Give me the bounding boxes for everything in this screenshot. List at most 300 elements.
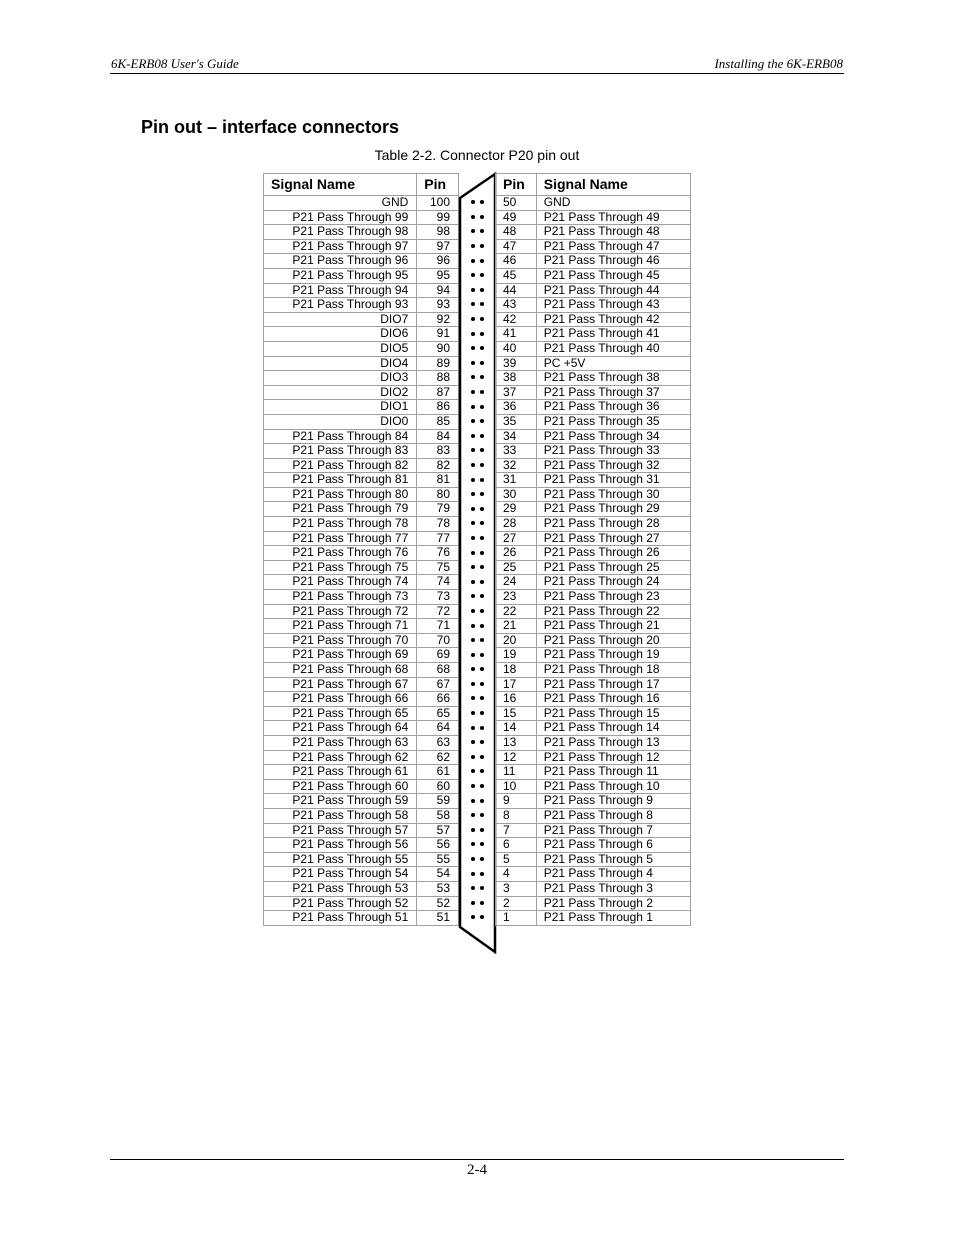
table-row bbox=[496, 590, 691, 605]
pin-dot bbox=[471, 901, 475, 905]
signal-name-cell: P21 Pass Through 68 bbox=[264, 663, 417, 678]
signal-name-cell: P21 Pass Through 14 bbox=[536, 721, 690, 736]
table-row bbox=[496, 823, 691, 838]
table-row bbox=[496, 867, 691, 882]
pin-dot bbox=[480, 346, 484, 350]
pin-dot bbox=[471, 682, 475, 686]
pin-number-cell: 24 bbox=[496, 575, 537, 590]
pin-number-cell: 89 bbox=[417, 356, 459, 371]
pin-dot bbox=[471, 346, 475, 350]
table-row bbox=[264, 706, 459, 721]
pin-number-cell: 11 bbox=[496, 765, 537, 780]
table-row bbox=[264, 341, 459, 356]
table-row bbox=[264, 648, 459, 663]
table-row bbox=[496, 604, 691, 619]
pin-dot-pair bbox=[459, 414, 495, 429]
pin-dot bbox=[480, 769, 484, 773]
pin-dot bbox=[480, 886, 484, 890]
table-row bbox=[496, 560, 691, 575]
signal-name-cell: P21 Pass Through 66 bbox=[264, 692, 417, 707]
signal-name-cell: P21 Pass Through 81 bbox=[264, 473, 417, 488]
table-row bbox=[264, 677, 459, 692]
pin-dot bbox=[471, 842, 475, 846]
table-row bbox=[264, 385, 459, 400]
table-row bbox=[264, 911, 459, 926]
table-row bbox=[264, 838, 459, 853]
pin-dot bbox=[480, 536, 484, 540]
pin-number-cell: 73 bbox=[417, 590, 459, 605]
pin-dot bbox=[471, 332, 475, 336]
pin-number-cell: 40 bbox=[496, 341, 537, 356]
signal-name-cell: P21 Pass Through 22 bbox=[536, 604, 690, 619]
pin-dot bbox=[480, 624, 484, 628]
pin-number-cell: 29 bbox=[496, 502, 537, 517]
pin-dot bbox=[471, 244, 475, 248]
pin-number-cell: 56 bbox=[417, 838, 459, 853]
pin-dot bbox=[471, 507, 475, 511]
pin-number-cell: 71 bbox=[417, 619, 459, 634]
pin-number-cell: 84 bbox=[417, 429, 459, 444]
pin-dot bbox=[480, 813, 484, 817]
signal-name-cell: P21 Pass Through 58 bbox=[264, 808, 417, 823]
pin-dot-pair bbox=[459, 253, 495, 268]
pin-dot-pair bbox=[459, 429, 495, 444]
pin-dot bbox=[471, 609, 475, 613]
signal-name-cell: P21 Pass Through 99 bbox=[264, 210, 417, 225]
table-row bbox=[264, 196, 459, 211]
pin-dot-pair bbox=[459, 589, 495, 604]
signal-name-cell: P21 Pass Through 42 bbox=[536, 312, 690, 327]
running-header-title: 6K-ERB08 User's Guide bbox=[111, 56, 239, 71]
signal-name-cell: P21 Pass Through 11 bbox=[536, 765, 690, 780]
column-header-signal-name: Signal Name bbox=[536, 174, 690, 196]
pin-number-cell: 55 bbox=[417, 852, 459, 867]
signal-name-cell: P21 Pass Through 98 bbox=[264, 225, 417, 240]
table-row bbox=[264, 867, 459, 882]
pin-dot bbox=[480, 200, 484, 204]
table-row bbox=[264, 327, 459, 342]
pin-dot bbox=[471, 653, 475, 657]
table-row bbox=[264, 312, 459, 327]
pin-number-cell: 33 bbox=[496, 444, 537, 459]
pin-dot bbox=[471, 886, 475, 890]
pin-dot-pair bbox=[459, 662, 495, 677]
pin-dot-pair bbox=[459, 501, 495, 516]
pin-dot bbox=[480, 259, 484, 263]
pin-dot bbox=[471, 565, 475, 569]
pin-dot bbox=[480, 375, 484, 379]
pin-number-cell: 48 bbox=[496, 225, 537, 240]
pin-dot-pair bbox=[459, 341, 495, 356]
pin-dot-pair bbox=[459, 896, 495, 911]
pin-dot bbox=[480, 594, 484, 598]
pin-number-cell: 98 bbox=[417, 225, 459, 240]
pin-number-cell: 7 bbox=[496, 823, 537, 838]
right-table-header-row bbox=[496, 174, 691, 196]
pin-number-cell: 53 bbox=[417, 881, 459, 896]
pin-number-cell: 12 bbox=[496, 750, 537, 765]
signal-name-cell: P21 Pass Through 64 bbox=[264, 721, 417, 736]
table-row bbox=[264, 604, 459, 619]
table-row bbox=[264, 735, 459, 750]
signal-name-cell: P21 Pass Through 25 bbox=[536, 560, 690, 575]
signal-name-cell: P21 Pass Through 4 bbox=[536, 867, 690, 882]
table-row bbox=[264, 444, 459, 459]
table-row bbox=[264, 808, 459, 823]
pin-number-cell: 21 bbox=[496, 619, 537, 634]
pin-dot-pair bbox=[459, 268, 495, 283]
table-row bbox=[264, 225, 459, 240]
signal-name-cell: P21 Pass Through 16 bbox=[536, 692, 690, 707]
pin-dot bbox=[471, 667, 475, 671]
pin-number-cell: 35 bbox=[496, 414, 537, 429]
pin-dot bbox=[480, 901, 484, 905]
pin-number-cell: 45 bbox=[496, 268, 537, 283]
pin-dot bbox=[471, 302, 475, 306]
pin-number-cell: 96 bbox=[417, 254, 459, 269]
signal-name-cell: P21 Pass Through 93 bbox=[264, 298, 417, 313]
pin-number-cell: 14 bbox=[496, 721, 537, 736]
signal-name-cell: P21 Pass Through 19 bbox=[536, 648, 690, 663]
pin-number-cell: 88 bbox=[417, 371, 459, 386]
table-row bbox=[264, 692, 459, 707]
signal-name-cell: P21 Pass Through 29 bbox=[536, 502, 690, 517]
table-row bbox=[496, 896, 691, 911]
table-row bbox=[264, 371, 459, 386]
pin-dot-pair bbox=[459, 750, 495, 765]
pin-dot bbox=[471, 536, 475, 540]
table-row bbox=[496, 794, 691, 809]
table-row bbox=[496, 779, 691, 794]
pin-dot bbox=[480, 244, 484, 248]
left-pin-table bbox=[263, 173, 459, 926]
signal-name-cell: P21 Pass Through 72 bbox=[264, 604, 417, 619]
signal-name-cell: P21 Pass Through 2 bbox=[536, 896, 690, 911]
signal-name-cell: P21 Pass Through 54 bbox=[264, 867, 417, 882]
pin-number-cell: 78 bbox=[417, 517, 459, 532]
pin-number-cell: 44 bbox=[496, 283, 537, 298]
signal-name-cell: P21 Pass Through 18 bbox=[536, 663, 690, 678]
table-row bbox=[496, 239, 691, 254]
pin-dot-pair bbox=[459, 881, 495, 896]
pin-number-cell: 47 bbox=[496, 239, 537, 254]
pin-number-cell: 58 bbox=[417, 808, 459, 823]
pin-dot bbox=[471, 740, 475, 744]
pin-dot bbox=[471, 375, 475, 379]
table-row bbox=[496, 663, 691, 678]
signal-name-cell: P21 Pass Through 77 bbox=[264, 531, 417, 546]
pin-number-cell: 32 bbox=[496, 458, 537, 473]
pin-number-cell: 28 bbox=[496, 517, 537, 532]
pin-number-cell: 31 bbox=[496, 473, 537, 488]
pin-dot bbox=[480, 521, 484, 525]
pin-number-cell: 36 bbox=[496, 400, 537, 415]
table-row bbox=[496, 633, 691, 648]
pin-dot bbox=[480, 448, 484, 452]
pin-dot bbox=[471, 726, 475, 730]
pin-dot-pair bbox=[459, 837, 495, 852]
pin-number-cell: 61 bbox=[417, 765, 459, 780]
table-row bbox=[264, 779, 459, 794]
signal-name-cell: P21 Pass Through 21 bbox=[536, 619, 690, 634]
pin-number-cell: 37 bbox=[496, 385, 537, 400]
pin-dot bbox=[471, 215, 475, 219]
pin-dot-pair bbox=[459, 720, 495, 735]
pin-dot-pair bbox=[459, 210, 495, 225]
pin-number-cell: 97 bbox=[417, 239, 459, 254]
pin-dot bbox=[480, 215, 484, 219]
pin-dot bbox=[471, 813, 475, 817]
pin-dot-pair bbox=[459, 574, 495, 589]
signal-name-cell: P21 Pass Through 13 bbox=[536, 735, 690, 750]
pin-number-cell: 99 bbox=[417, 210, 459, 225]
pin-number-cell: 38 bbox=[496, 371, 537, 386]
pin-dot-pair bbox=[459, 852, 495, 867]
pin-dot bbox=[471, 419, 475, 423]
pin-dot bbox=[471, 755, 475, 759]
table-row bbox=[496, 298, 691, 313]
table-row bbox=[496, 356, 691, 371]
pin-number-cell: 50 bbox=[496, 196, 537, 211]
pin-dot-pair bbox=[459, 297, 495, 312]
pin-dot bbox=[480, 609, 484, 613]
signal-name-cell: P21 Pass Through 43 bbox=[536, 298, 690, 313]
table-row bbox=[264, 210, 459, 225]
pin-dot bbox=[471, 405, 475, 409]
table-row bbox=[264, 721, 459, 736]
table-row bbox=[264, 823, 459, 838]
pin-number-cell: 41 bbox=[496, 327, 537, 342]
table-row bbox=[496, 210, 691, 225]
pin-number-cell: 100 bbox=[417, 196, 459, 211]
table-row bbox=[264, 531, 459, 546]
header-rule bbox=[110, 73, 844, 74]
pin-number-cell: 54 bbox=[417, 867, 459, 882]
signal-name-cell: DIO7 bbox=[264, 312, 417, 327]
pin-number-cell: 75 bbox=[417, 560, 459, 575]
column-header-pin: Pin bbox=[496, 174, 537, 196]
pin-number-cell: 72 bbox=[417, 604, 459, 619]
pin-number-cell: 68 bbox=[417, 663, 459, 678]
table-row bbox=[496, 487, 691, 502]
pin-dot bbox=[480, 551, 484, 555]
pin-dot bbox=[480, 288, 484, 292]
pin-dot bbox=[480, 653, 484, 657]
signal-name-cell: P21 Pass Through 61 bbox=[264, 765, 417, 780]
table-row bbox=[264, 794, 459, 809]
table-row bbox=[496, 575, 691, 590]
pin-dot-pair bbox=[459, 356, 495, 371]
pin-dot-pair bbox=[459, 399, 495, 414]
footer-rule bbox=[110, 1159, 844, 1160]
pin-dot bbox=[471, 229, 475, 233]
pin-dot bbox=[480, 799, 484, 803]
pin-dot-pair bbox=[459, 560, 495, 575]
pin-dot bbox=[480, 463, 484, 467]
pin-dot-pair bbox=[459, 706, 495, 721]
pin-dot bbox=[480, 478, 484, 482]
pin-dot bbox=[471, 769, 475, 773]
pin-dot bbox=[471, 521, 475, 525]
pin-number-cell: 57 bbox=[417, 823, 459, 838]
table-row bbox=[496, 371, 691, 386]
table-row bbox=[264, 560, 459, 575]
table-row bbox=[264, 298, 459, 313]
signal-name-cell: P21 Pass Through 49 bbox=[536, 210, 690, 225]
pin-dot bbox=[480, 390, 484, 394]
signal-name-cell: P21 Pass Through 53 bbox=[264, 881, 417, 896]
pin-dot-pair bbox=[459, 516, 495, 531]
signal-name-cell: P21 Pass Through 6 bbox=[536, 838, 690, 853]
pin-dot bbox=[471, 361, 475, 365]
pin-number-cell: 23 bbox=[496, 590, 537, 605]
table-row bbox=[496, 429, 691, 444]
pin-number-cell: 74 bbox=[417, 575, 459, 590]
pin-dot bbox=[480, 726, 484, 730]
connector-pin-dots bbox=[459, 195, 495, 925]
signal-name-cell: P21 Pass Through 67 bbox=[264, 677, 417, 692]
pin-number-cell: 65 bbox=[417, 706, 459, 721]
pin-number-cell: 59 bbox=[417, 794, 459, 809]
table-row bbox=[496, 458, 691, 473]
table-row bbox=[264, 458, 459, 473]
pin-number-cell: 91 bbox=[417, 327, 459, 342]
signal-name-cell: P21 Pass Through 83 bbox=[264, 444, 417, 459]
pin-number-cell: 13 bbox=[496, 735, 537, 750]
pin-dot bbox=[480, 405, 484, 409]
pin-number-cell: 10 bbox=[496, 779, 537, 794]
signal-name-cell: P21 Pass Through 70 bbox=[264, 633, 417, 648]
pin-dot-pair bbox=[459, 224, 495, 239]
table-row bbox=[496, 312, 691, 327]
table-row bbox=[264, 283, 459, 298]
pin-number-cell: 43 bbox=[496, 298, 537, 313]
signal-name-cell: GND bbox=[536, 196, 690, 211]
table-row bbox=[496, 911, 691, 926]
pin-dot bbox=[480, 507, 484, 511]
pin-dot-pair bbox=[459, 458, 495, 473]
table-row bbox=[264, 765, 459, 780]
table-row bbox=[264, 896, 459, 911]
pin-number-cell: 77 bbox=[417, 531, 459, 546]
table-row bbox=[264, 356, 459, 371]
running-header-chapter: Installing the 6K-ERB08 bbox=[714, 56, 843, 71]
left-table-body bbox=[264, 196, 459, 926]
pin-dot bbox=[471, 915, 475, 919]
pin-dot-pair bbox=[459, 677, 495, 692]
pin-number-cell: 18 bbox=[496, 663, 537, 678]
pin-dot bbox=[471, 799, 475, 803]
table-row bbox=[496, 414, 691, 429]
table-row bbox=[496, 706, 691, 721]
table-row bbox=[496, 546, 691, 561]
table-row bbox=[496, 444, 691, 459]
table-row bbox=[264, 852, 459, 867]
pin-dot-pair bbox=[459, 326, 495, 341]
pin-dot bbox=[480, 580, 484, 584]
signal-name-cell: P21 Pass Through 60 bbox=[264, 779, 417, 794]
signal-name-cell: P21 Pass Through 31 bbox=[536, 473, 690, 488]
pin-dot bbox=[471, 696, 475, 700]
table-row bbox=[264, 546, 459, 561]
pin-dot-pair bbox=[459, 370, 495, 385]
pin-number-cell: 60 bbox=[417, 779, 459, 794]
pin-dot-pair bbox=[459, 823, 495, 838]
pin-dot-pair bbox=[459, 691, 495, 706]
pin-number-cell: 22 bbox=[496, 604, 537, 619]
pin-dot-pair bbox=[459, 545, 495, 560]
signal-name-cell: P21 Pass Through 28 bbox=[536, 517, 690, 532]
signal-name-cell: P21 Pass Through 27 bbox=[536, 531, 690, 546]
pin-number-cell: 52 bbox=[417, 896, 459, 911]
pin-dot-pair bbox=[459, 312, 495, 327]
pin-dot bbox=[480, 740, 484, 744]
pin-dot bbox=[480, 915, 484, 919]
signal-name-cell: P21 Pass Through 46 bbox=[536, 254, 690, 269]
pin-number-cell: 79 bbox=[417, 502, 459, 517]
signal-name-cell: P21 Pass Through 1 bbox=[536, 911, 690, 926]
pin-number-cell: 90 bbox=[417, 341, 459, 356]
pin-dot bbox=[480, 361, 484, 365]
pin-number-cell: 85 bbox=[417, 414, 459, 429]
pin-dot bbox=[480, 755, 484, 759]
signal-name-cell: P21 Pass Through 35 bbox=[536, 414, 690, 429]
table-row bbox=[496, 648, 691, 663]
signal-name-cell: P21 Pass Through 15 bbox=[536, 706, 690, 721]
pin-dot bbox=[471, 711, 475, 715]
table-row bbox=[496, 881, 691, 896]
signal-name-cell: P21 Pass Through 17 bbox=[536, 677, 690, 692]
pin-number-cell: 15 bbox=[496, 706, 537, 721]
signal-name-cell: P21 Pass Through 56 bbox=[264, 838, 417, 853]
signal-name-cell: DIO3 bbox=[264, 371, 417, 386]
signal-name-cell: P21 Pass Through 8 bbox=[536, 808, 690, 823]
pin-number-cell: 30 bbox=[496, 487, 537, 502]
pin-dot bbox=[471, 638, 475, 642]
pin-number-cell: 8 bbox=[496, 808, 537, 823]
signal-name-cell: DIO0 bbox=[264, 414, 417, 429]
table-row bbox=[496, 341, 691, 356]
pin-number-cell: 25 bbox=[496, 560, 537, 575]
pin-dot-pair bbox=[459, 604, 495, 619]
pin-dot-pair bbox=[459, 779, 495, 794]
pin-number-cell: 69 bbox=[417, 648, 459, 663]
signal-name-cell: P21 Pass Through 82 bbox=[264, 458, 417, 473]
signal-name-cell: P21 Pass Through 23 bbox=[536, 590, 690, 605]
pin-dot bbox=[480, 273, 484, 277]
pin-dot bbox=[471, 784, 475, 788]
pin-number-cell: 5 bbox=[496, 852, 537, 867]
pin-dot bbox=[480, 696, 484, 700]
pin-dot-pair bbox=[459, 385, 495, 400]
signal-name-cell: DIO5 bbox=[264, 341, 417, 356]
signal-name-cell: P21 Pass Through 32 bbox=[536, 458, 690, 473]
table-row bbox=[496, 254, 691, 269]
table-row bbox=[496, 765, 691, 780]
signal-name-cell: P21 Pass Through 41 bbox=[536, 327, 690, 342]
pin-dot bbox=[480, 302, 484, 306]
signal-name-cell: P21 Pass Through 36 bbox=[536, 400, 690, 415]
table-row bbox=[264, 254, 459, 269]
signal-name-cell: P21 Pass Through 69 bbox=[264, 648, 417, 663]
pin-number-cell: 2 bbox=[496, 896, 537, 911]
pin-dot bbox=[480, 317, 484, 321]
pin-dot bbox=[471, 857, 475, 861]
signal-name-cell: P21 Pass Through 5 bbox=[536, 852, 690, 867]
table-row bbox=[496, 721, 691, 736]
pin-dot bbox=[471, 273, 475, 277]
pin-number-cell: 51 bbox=[417, 911, 459, 926]
